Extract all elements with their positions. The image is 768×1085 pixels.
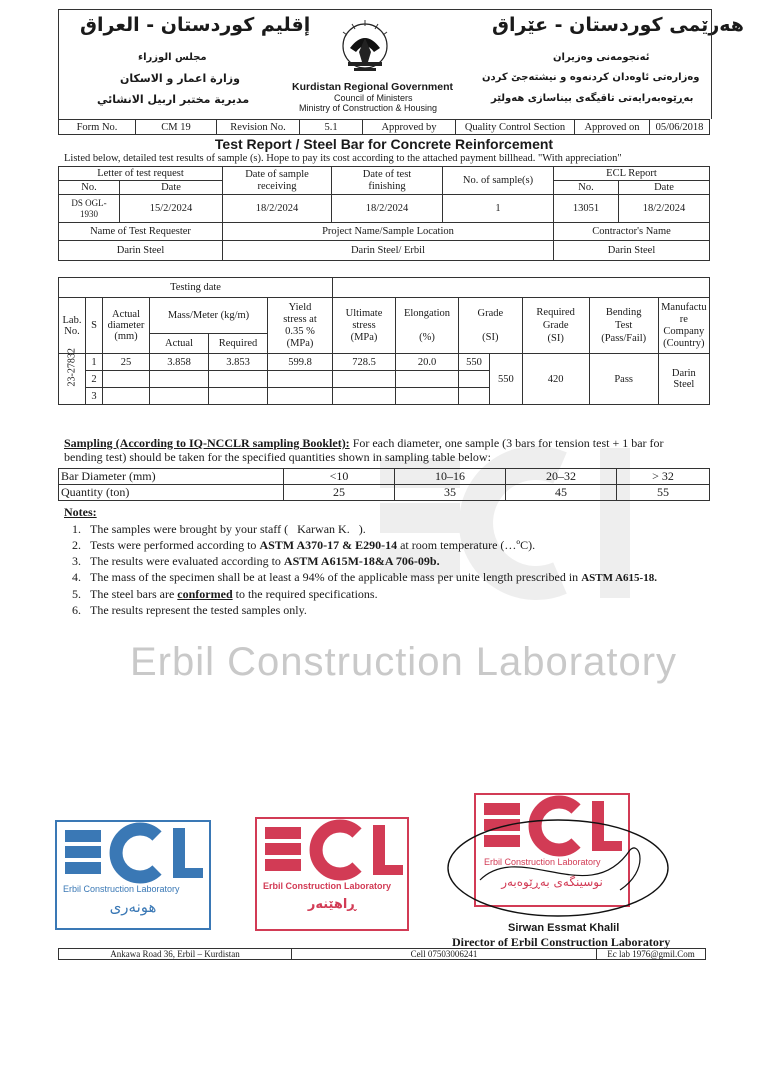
mass-actual: 3.858 — [150, 354, 209, 371]
manufacturer: Darin Steel — [658, 354, 709, 405]
required-grade-header: Required Grade (SI) — [522, 298, 589, 354]
director-stamp-text: Erbil Construction Laboratory — [484, 857, 601, 867]
diameter-range-3: 20–32 — [506, 469, 617, 485]
report-title: Test Report / Steel Bar for Concrete Reinforcement — [214, 136, 554, 152]
sample-1: 1 — [86, 354, 103, 371]
approved-on-label: Approved on — [575, 120, 650, 135]
required-grade: 420 — [522, 354, 589, 405]
footer-email: Ec lab 1976@gmil.Com — [597, 949, 706, 960]
manufacturer-header: Manufactu re Company (Country) — [658, 298, 709, 354]
elongation: 20.0 — [396, 354, 459, 371]
footer-bar — [58, 948, 706, 960]
footer-cell: Cell 07503006241 — [292, 949, 597, 960]
blue-stamp-ku: هونەری — [109, 898, 157, 916]
request-table — [58, 166, 710, 261]
diameter: 25 — [103, 354, 150, 371]
receiving-header: Date of sample receiving — [223, 167, 332, 195]
note-3: 3. The results were evaluated according to ASTM A615M-18&A 706-09b. — [72, 554, 440, 568]
mass-required: 3.853 — [209, 354, 268, 371]
ecl-no-label: No. — [554, 181, 619, 195]
letter-no-label: No. — [59, 181, 120, 195]
header-ar-line2: وزارة اعمار و الاسكان — [120, 72, 240, 85]
lab-watermark-text: Erbil Construction Laboratory — [130, 640, 678, 684]
num-samples: 1 — [443, 195, 554, 223]
quantity-label: Quantity (ton) — [59, 485, 284, 501]
diameter-header: Actual diameter (mm) — [103, 298, 150, 354]
diameter-range-2: 10–16 — [395, 469, 506, 485]
ecl-date: 18/2/2024 — [619, 195, 710, 223]
testing-date-label: Testing date — [59, 278, 333, 298]
project-label: Project Name/Sample Location — [223, 223, 554, 241]
director-signature — [440, 810, 670, 920]
letter-date: 15/2/2024 — [120, 195, 223, 223]
header-ku-line1: ئەنجومەنی وەزیران — [553, 52, 650, 63]
approved-on: 05/06/2018 — [650, 120, 710, 135]
signatory-name: Sirwan Essmat Khalil — [508, 922, 620, 934]
footer-address: Ankawa Road 36, Erbil – Kurdistan — [59, 949, 292, 960]
grade: 550 — [490, 354, 523, 405]
bending-result: Pass — [589, 354, 658, 405]
finishing-header: Date of test finishing — [332, 167, 443, 195]
contractor-label: Contractor's Name — [554, 223, 710, 241]
form-no-label: Form No. — [59, 120, 136, 135]
form-bar — [58, 119, 710, 135]
mass-header: Mass/Meter (kg/m) — [150, 298, 268, 334]
contractor: Darin Steel — [554, 241, 710, 261]
header-council: Council of Ministers — [334, 93, 413, 103]
letter-header: Letter of test request — [59, 167, 223, 181]
sampling-paragraph: Sampling (According to IQ-NCCLR sampling Booklet): For each diameter, one sample (3 bars for tension test + 1 bar for bending test) should be taken for the specified quantities shown in sampling table below: — [64, 436, 664, 464]
yield-stress: 599.8 — [268, 354, 333, 371]
blue-ecl-logo-icon — [57, 822, 209, 884]
red-ecl-logo-icon — [257, 819, 407, 881]
red-stamp-text: Erbil Construction Laboratory — [263, 881, 392, 891]
sample-3: 3 — [86, 388, 103, 405]
note-2: 2. Tests were performed according to ASTM A370-17 & E290-14 at room temperature (…ºC). — [72, 538, 536, 552]
note-1: 1. The samples were brought by your staff ( Karwan K. ). — [72, 522, 366, 536]
ecl-header: ECL Report — [554, 167, 710, 181]
note-4: 4. The mass of the specimen shall be at least a 94% of the applicable mass per unite length prescribed in ASTM A615-18. — [72, 570, 657, 584]
note-6: 6. The results represent the tested samples only. — [72, 603, 307, 617]
bar-diameter-label: Bar Diameter (mm) — [59, 469, 284, 485]
signatory-title: Director of Erbil Construction Laboratory — [452, 935, 671, 949]
requester-label: Name of Test Requester — [59, 223, 223, 241]
elongation-header: Elongation (%) — [396, 298, 459, 354]
revision-label: Revision No. — [217, 120, 300, 135]
revision: 5.1 — [300, 120, 363, 135]
ultimate-header: Ultimate stress (MPa) — [333, 298, 396, 354]
grade-header: Grade (SI) — [459, 298, 523, 354]
receiving-date: 18/2/2024 — [223, 195, 332, 223]
approved-by: Quality Control Section — [456, 120, 575, 135]
ecl-date-label: Date — [619, 181, 710, 195]
intro-text: Listed below, detailed test results of sample (s). Hope to pay its cost according to the attached payment billhead. "With appreciation" — [64, 153, 622, 164]
note-5: 5. The steel bars are conformed to the required specifications. — [72, 587, 378, 601]
sample-2: 2 — [86, 371, 103, 388]
header-ku-title: هەرێمی کوردستان - عێراق — [492, 14, 744, 36]
testing-date-value — [333, 278, 710, 298]
project: Darin Steel/ Erbil — [223, 241, 554, 261]
form-no: CM 19 — [136, 120, 217, 135]
quantity-2: 35 — [395, 485, 506, 501]
samples-header: No. of sample(s) — [443, 167, 554, 195]
blue-stamp-text: Erbil Construction Laboratory — [63, 884, 180, 894]
header-ku-line2: وەزارەتی ئاوەدان کردنەوە و نیشتەجێ کردن — [482, 72, 700, 83]
yield-header: Yield stress at 0.35 % (MPa) — [268, 298, 333, 354]
finishing-date: 18/2/2024 — [332, 195, 443, 223]
notes-list — [72, 522, 692, 617]
header-ministry: Ministry of Construction & Housing — [299, 103, 438, 113]
letter-no: DS OGL- 1930 — [59, 195, 120, 223]
s-header: S — [86, 298, 103, 354]
header-frame — [58, 9, 712, 119]
quantity-4: 55 — [617, 485, 710, 501]
header-ar-title: إقليم كوردستان - العراق — [80, 14, 311, 36]
lab-no: 23-27832 — [59, 354, 86, 405]
sampling-table — [58, 468, 710, 501]
letter-date-label: Date — [120, 181, 223, 195]
mass-actual-header: Actual — [150, 334, 209, 354]
red-stamp-ku: ڕاهێنەر — [307, 897, 357, 912]
quantity-3: 45 — [506, 485, 617, 501]
ecl-no: 13051 — [554, 195, 619, 223]
lab-no-header: Lab. No. — [59, 298, 86, 354]
header-ar-line3: مديرية مختبر اربيل الانشائي — [97, 93, 250, 106]
results-table — [58, 277, 710, 405]
grade-row-1: 550 — [459, 354, 490, 371]
notes-heading: Notes: — [64, 505, 97, 519]
director-stamp-ku: نوسینگەی بەڕێوەبەر — [501, 875, 603, 889]
header-krg: Kurdistan Regional Government — [292, 81, 454, 93]
red-lab-stamp — [255, 817, 409, 931]
ultimate-stress: 728.5 — [333, 354, 396, 371]
approved-by-label: Approved by — [363, 120, 456, 135]
diameter-range-1: <10 — [284, 469, 395, 485]
header-ku-line3: بەڕێوەبەرایەتی تاقیگەی بیناسازی هەولێر — [491, 93, 694, 104]
quantity-1: 25 — [284, 485, 395, 501]
bending-header: Bending Test (Pass/Fail) — [589, 298, 658, 354]
header-ar-line1: مجلس الوزراء — [138, 52, 207, 63]
blue-lab-stamp — [55, 820, 211, 930]
diameter-range-4: > 32 — [617, 469, 710, 485]
requester: Darin Steel — [59, 241, 223, 261]
mass-required-header: Required — [209, 334, 268, 354]
